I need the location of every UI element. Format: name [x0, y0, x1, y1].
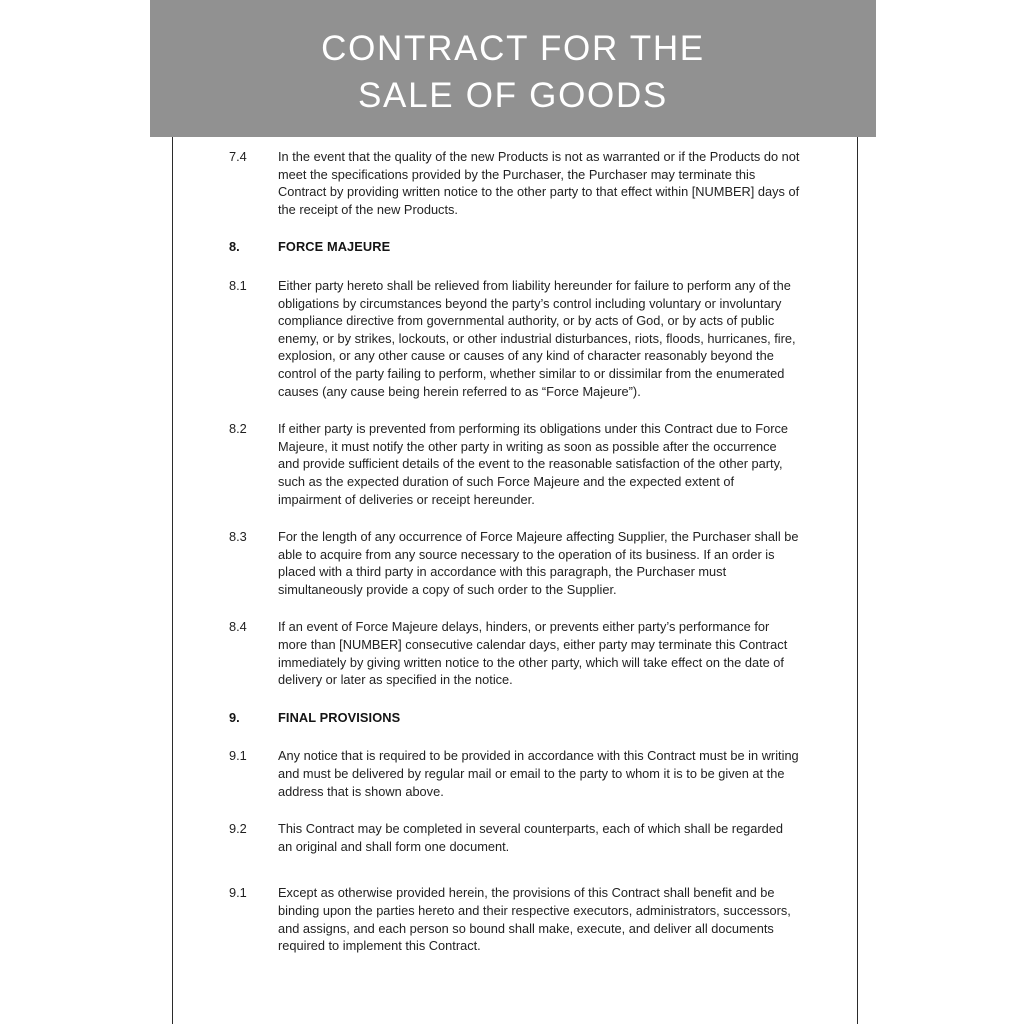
clause-text: In the event that the quality of the new Products is not as warranted or if the Products do not meet the specifications provided by the Purchaser, the Purchaser may terminate this Contract by providing written notice to the other party to that effect within [NUMBER] days of the receipt of the new Products. [278, 149, 800, 217]
section-number: 8. [229, 239, 240, 255]
contract-clause [229, 148, 800, 218]
clause-text: Any notice that is required to be provided in accordance with this Contract must be in writing and must be delivered by regular mail or email to the party to whom it is to be given at the address that is shown above. [278, 748, 799, 799]
section-number: 9. [229, 709, 240, 725]
section-title: FINAL PROVISIONS [278, 709, 401, 725]
section-heading [229, 238, 800, 256]
clause-number: 7.4 [229, 149, 247, 164]
document-title-line-1: CONTRACT FOR THE [321, 28, 705, 68]
contract-clause [229, 618, 800, 688]
document-title-line-2: SALE OF GOODS [358, 75, 668, 115]
document-page [172, 137, 858, 1024]
contract-clause [229, 747, 800, 800]
document-text-column [173, 137, 859, 975]
contract-clause [229, 528, 800, 598]
contract-clause [229, 820, 800, 855]
clause-number: 8.3 [229, 529, 247, 545]
clause-text: If either party is prevented from performing its obligations under this Contract due to Force Majeure, it must notify the other party in writing as soon as possible after the occurrence and provide sufficient details of the event to the reasonable satisfaction of the other party, such as the expected duration of such Force Majeure and the expected extent of impairment of deliveries or receipt hereunder. [278, 421, 788, 507]
clause-text: This Contract may be completed in several counterparts, each of which shall be regarded an original and shall form one document. [278, 821, 784, 854]
document-title-banner [150, 0, 876, 137]
section-title: FORCE MAJEURE [278, 239, 391, 255]
contract-clause [229, 420, 800, 508]
clause-number: 9.2 [229, 821, 247, 837]
clause-text: Except as otherwise provided herein, the provisions of this Contract shall benefit and be binding upon the parties hereto and their respective executors, administrators, successors, and assigns, and each person so bound shall make, execute, and deliver all documents required to implement this Contract. [278, 885, 791, 954]
clause-text: For the length of any occurrence of Force Majeure affecting Supplier, the Purchaser shall be able to acquire from any source necessary to the operation of its business. If an order is placed with a third party in accordance with this paragraph, the Purchaser must simultaneously provide a copy of such order to the Supplier. [278, 529, 799, 597]
clause-number: 8.4 [229, 619, 247, 635]
contract-clause [229, 884, 800, 954]
contract-clause [229, 277, 800, 400]
clause-text: Either party hereto shall be relieved from liability hereunder for failure to perform any of the obligations by circumstances beyond the party’s control including voluntary or involuntary compliance directive from governmental authority, or by acts of God, or by acts of public enemy, or by strikes, lockouts, or other industrial disturbances, riots, floods, hurricanes, fire, explosion, or any other cause or causes of any kind of character reasonably beyond the control of the party failing to perform, whether similar to or dissimilar from the enumerated causes (any cause being herein referred to as “Force Majeure”). [278, 277, 796, 399]
clause-text: If an event of Force Majeure delays, hinders, or prevents either party’s performance for more than [NUMBER] consecutive calendar days, either party may terminate this Contract immediately by giving written notice to the other party, which will take effect on the date of delivery or later as specified in the notice. [278, 619, 788, 688]
clause-number: 9.1 [229, 885, 247, 901]
section-heading [229, 709, 800, 727]
clause-number: 8.1 [229, 277, 247, 293]
clause-number: 8.2 [229, 421, 247, 437]
clause-number: 9.1 [229, 748, 247, 764]
